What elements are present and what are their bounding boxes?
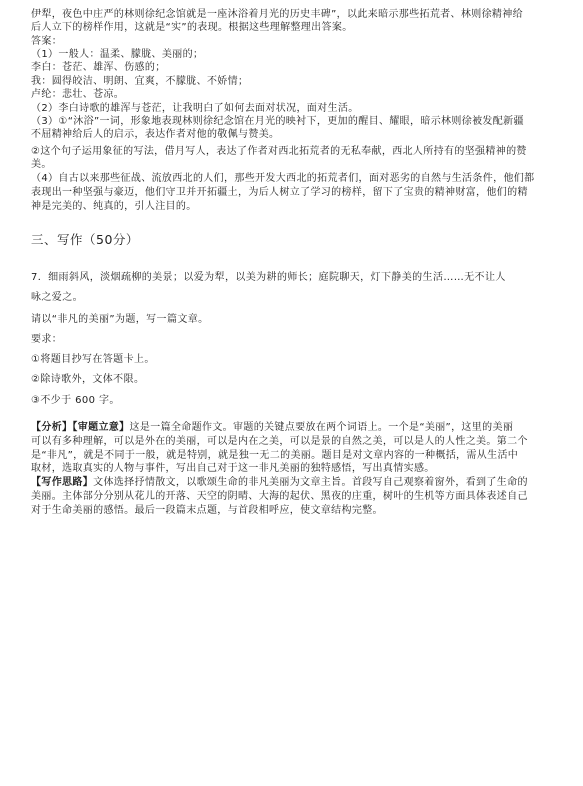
answer-label: 答案： xyxy=(31,36,63,47)
analysis-line: 是“非凡”，就是不同于一般，就是特别，就是独一无二的美丽。题目是对文章内容的一种概括，需从生活中 xyxy=(31,450,519,461)
answer-text-line: 表现出一种坚强与豪迈，他们守卫并开拓疆土，为后人树立了学习的榜样，留下了宝贵的精神财富，他们的精 xyxy=(31,187,528,198)
answer-text-line: （1）一般人：温柔、朦胧、美丽的； xyxy=(31,49,204,60)
section-title: 三、写作（50分） xyxy=(31,232,139,247)
question-prompt: 请以“非凡的美丽”为题，写一篇文章。 xyxy=(31,314,209,325)
analysis-line: 美丽。主体部分分别从花儿的开落、天空的阴晴、大海的起伏、黑夜的庄重，树叶的生机等方面具体表述自己 xyxy=(31,491,528,502)
answer-text-line: 不屈精神给后人的启示，表达作者对他的敬佩与赞美。 xyxy=(31,129,280,140)
writing-approach-tag: 【写作思路】 xyxy=(31,477,94,488)
requirements-label: 要求： xyxy=(31,334,63,345)
requirement-item: ③不少于 600 字。 xyxy=(31,395,120,406)
answer-text-line: 后人立下的榜样作用，这就是“实”的表现。根据这些理解整理出答案。 xyxy=(31,22,353,33)
analysis-line: 可以有多种理解，可以是外在的美丽，可以是内在之美，可以是景的自然之美，可以是人的人性之美。第二个 xyxy=(31,436,528,447)
answer-text-line: （3）①“沐浴”一词，形象地表现林则徐纪念馆在月光的映衬下，更加的醒目、耀眼，暗示林则徐被发配新疆 xyxy=(31,116,524,127)
requirement-item: ②除诗歌外，文体不限。 xyxy=(31,374,145,385)
analysis-line: 取材，选取真实的人物与事件，写出自己对于这一非凡美丽的独特感悟，写出真情实感。 xyxy=(31,463,435,474)
analysis-text: 这是一篇全命题作文。审题的关键点要放在两个词语上。一个是“美丽”，这里的美丽 xyxy=(129,422,514,433)
analysis-tag: 【分析】 xyxy=(31,422,73,433)
analysis-line: 对于生命美丽的感悟。最后一段篇末点题，与首段相呼应，使文章结构完整。 xyxy=(31,505,383,516)
answer-text-line: 伊犁，夜色中庄严的林则徐纪念馆就是一座沐浴着月光的历史丰碑”，以此来暗示那些拓荒者、林则徐精神给 xyxy=(31,9,523,20)
analysis-text: 文体选择抒情散文，以歌颂生命的非凡美丽为文章主旨。首段写自己观察着窗外，看到了生命的 xyxy=(93,477,528,488)
answer-text-line: 美。 xyxy=(31,159,52,170)
analysis-line xyxy=(31,421,513,434)
answer-text-line: ②这个句子运用象征的写法，借月写人，表达了作者对西北拓荒者的无私奉献，西北人所持有的坚强精神的赞 xyxy=(31,146,527,157)
answer-text-line: 我：圆得皎洁、明朗、宜爽，不朦胧、不娇情； xyxy=(31,76,249,87)
question-text-line: 7．细雨斜风，淡烟疏柳的美景；以爱为犁，以美为耕的师长；庭院聊天，灯下静美的生活……无不让人 xyxy=(31,272,506,283)
answer-text-line: 卢纶：悲壮、苍凉。 xyxy=(31,89,125,100)
analysis-line xyxy=(31,476,528,489)
topic-tag: 【审题立意】 xyxy=(72,422,130,433)
requirement-item: ①将题目抄写在答题卡上。 xyxy=(31,354,155,365)
answer-text-line: （4）自古以来那些征战、流放西北的人们，那些开发大西北的拓荒者们，面对恶劣的自然与生活条件，他们都 xyxy=(31,173,535,184)
answer-text-line: 李白：苍茫、雄浑、伤感的； xyxy=(31,62,166,73)
question-text-line: 咏之爱之。 xyxy=(31,292,83,303)
answer-text-line: （2）李白诗歌的雄浑与苍茫，让我明白了如何去面对状况，面对生活。 xyxy=(31,103,359,114)
answer-text-line: 神是完美的、纯真的，引人注目的。 xyxy=(31,201,197,212)
